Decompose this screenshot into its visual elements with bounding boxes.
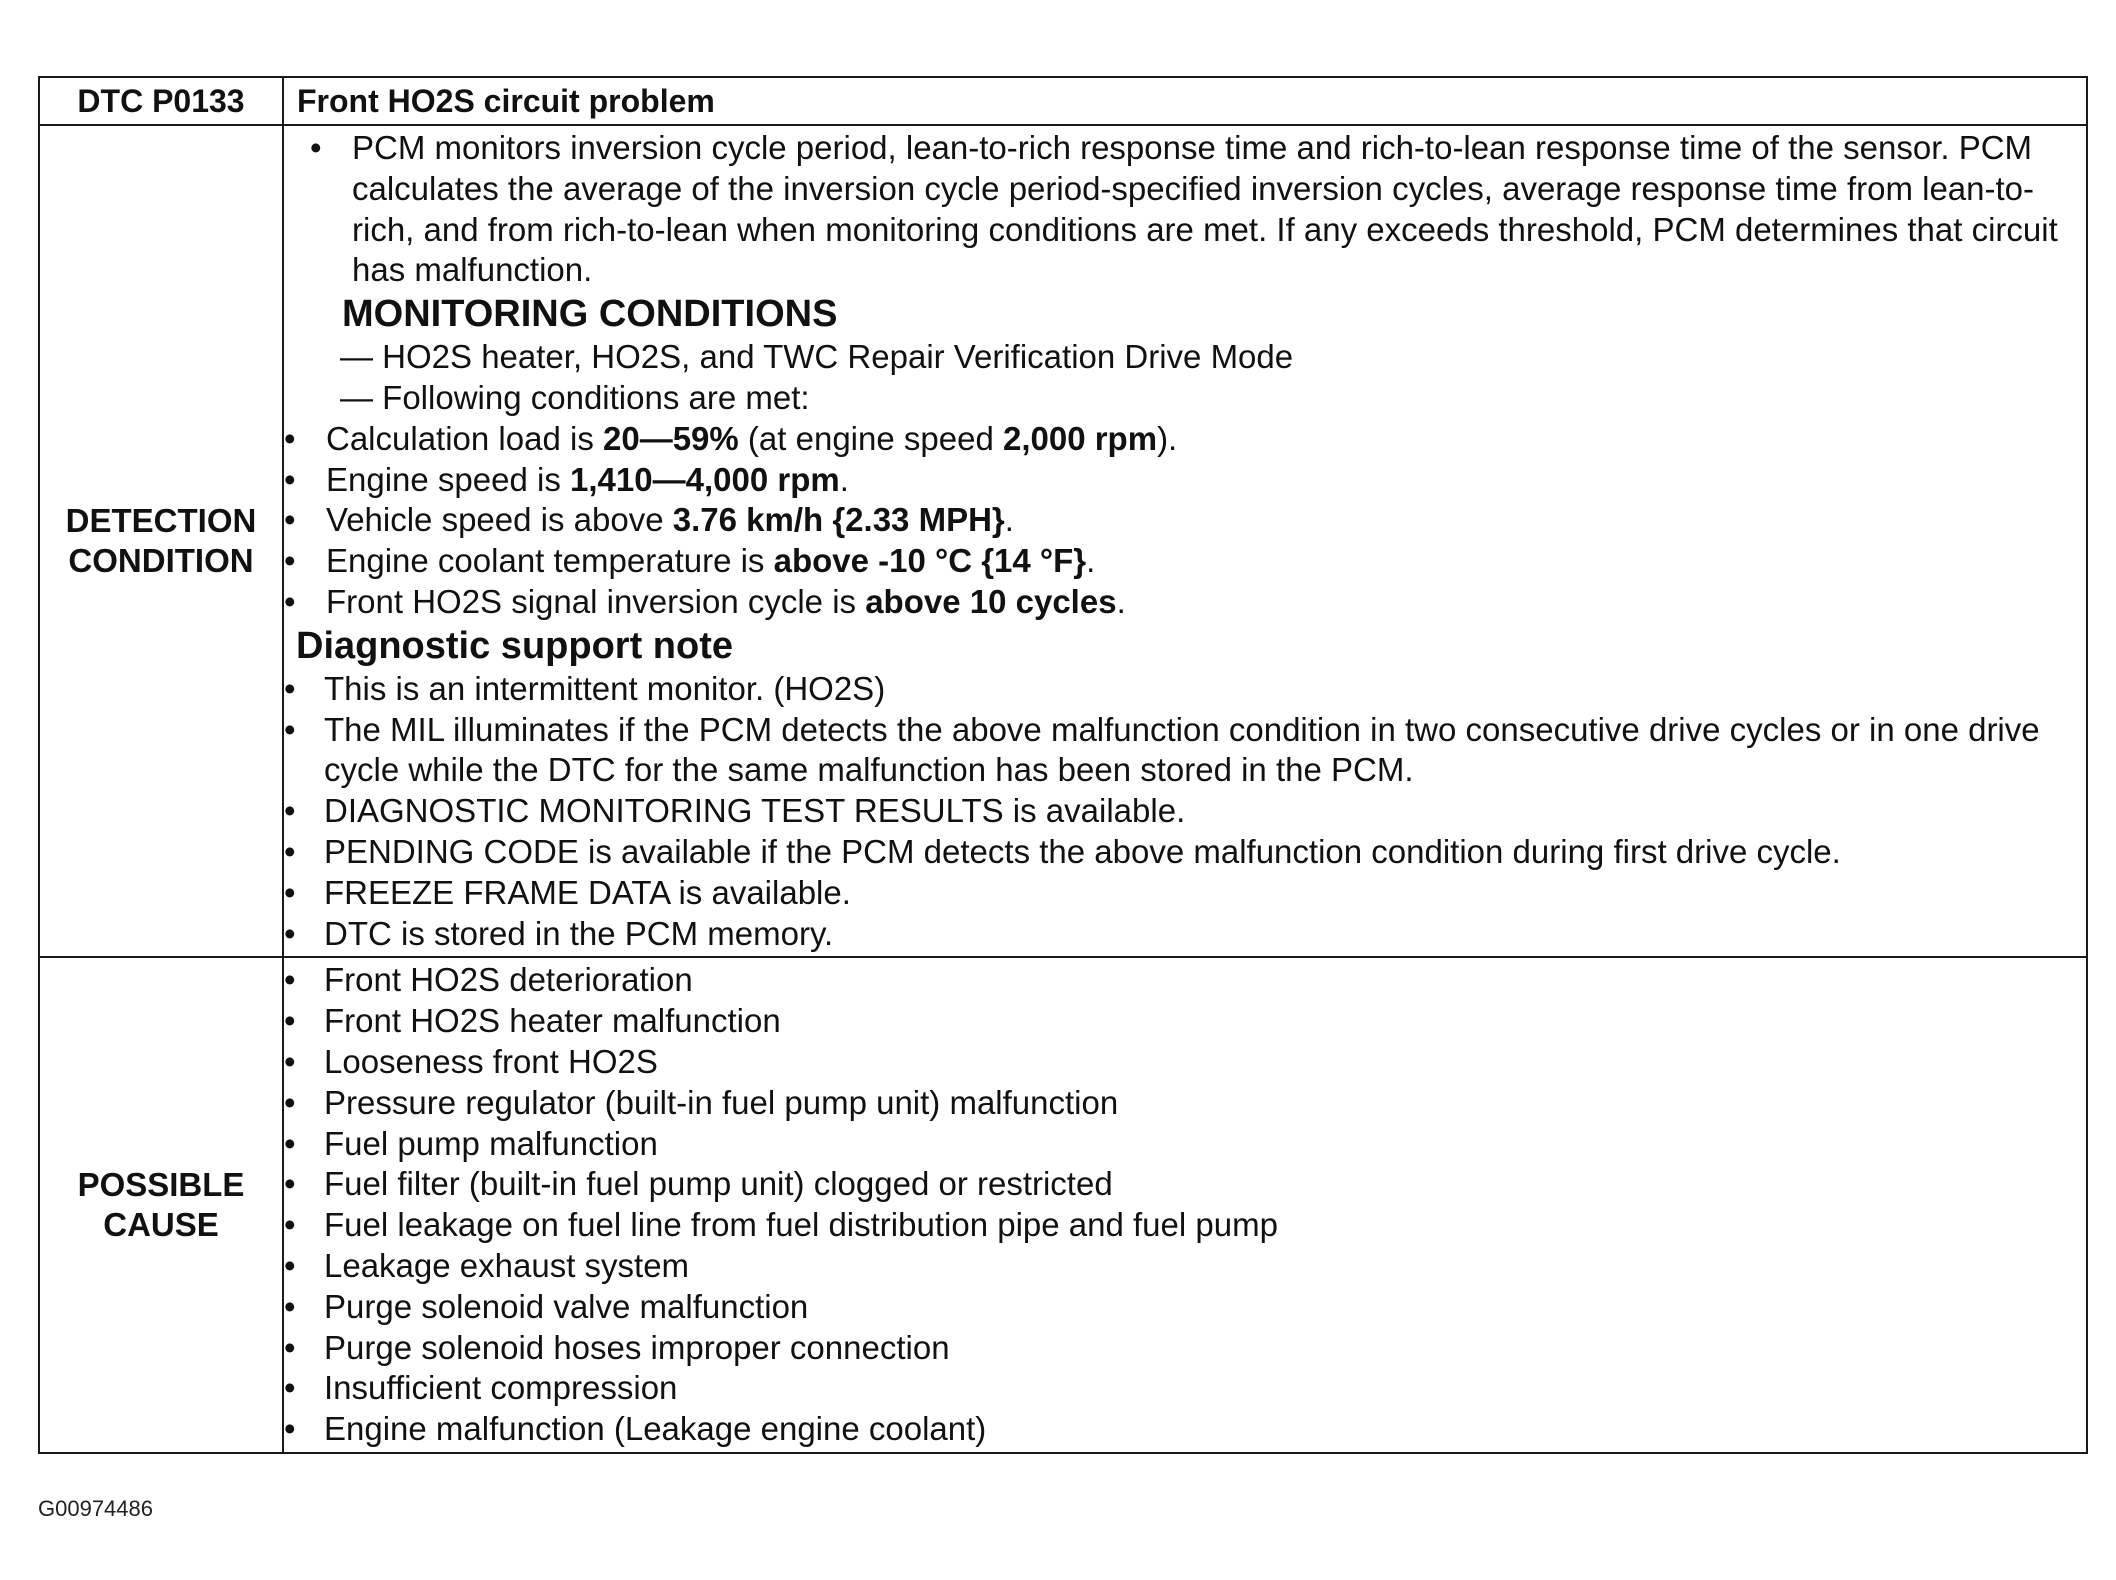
condition-item: • Calculation load is 20—59% (at engine speed 2,000 rpm). xyxy=(284,419,2074,460)
detection-intro-list xyxy=(284,128,2074,291)
condition-item: • Front HO2S signal inversion cycle is above 10 cycles. xyxy=(284,582,2074,623)
condition-item: • Vehicle speed is above 3.76 km/h {2.33 MPH}. xyxy=(284,500,2074,541)
cause-item: • Insufficient compression xyxy=(284,1368,2074,1409)
cause-item: • Leakage exhaust system xyxy=(284,1246,2074,1287)
monitoring-conditions-list xyxy=(284,419,2074,623)
cause-item: • Purge solenoid valve malfunction xyxy=(284,1287,2074,1328)
condition-item: • Engine coolant temperature is above -10 °C {14 °F}. xyxy=(284,541,2074,582)
cause-item: • Purge solenoid hoses improper connection xyxy=(284,1328,2074,1369)
diagnostic-notes-list xyxy=(284,669,2074,955)
cause-item: • Pressure regulator (built-in fuel pump unit) malfunction xyxy=(284,1083,2074,1124)
cause-item: • Front HO2S deterioration xyxy=(284,960,2074,1001)
cause-list xyxy=(284,960,2074,1450)
detection-intro: • PCM monitors inversion cycle period, lean-to-rich response time and rich-to-lean response time of the sensor. PCM calculates the average of the inversion cycle period-specified inversion cycles, average response time from lean-to-rich, and from rich-to-lean when monitoring conditions are met. If any exceeds threshold, PCM determines that circuit has malfunction. xyxy=(284,128,2074,291)
cause-content xyxy=(283,957,2087,1453)
dtc-title: Front HO2S circuit problem xyxy=(283,77,2087,125)
detection-label: DETECTION CONDITION xyxy=(39,125,283,957)
cause-item: • Fuel filter (built-in fuel pump unit) clogged or restricted xyxy=(284,1164,2074,1205)
cause-item: • Front HO2S heater malfunction xyxy=(284,1001,2074,1042)
note-item: • DTC is stored in the PCM memory. xyxy=(284,914,2074,955)
note-item: • DIAGNOSTIC MONITORING TEST RESULTS is available. xyxy=(284,791,2074,832)
note-item: • The MIL illuminates if the PCM detects the above malfunction condition in two consecutive drive cycles or in one drive cycle while the DTC for the same malfunction has been stored in the PCM. xyxy=(284,710,2074,792)
note-item: • This is an intermittent monitor. (HO2S) xyxy=(284,669,2074,710)
cause-row xyxy=(39,957,2087,1453)
cause-item: • Engine malfunction (Leakage engine coolant) xyxy=(284,1409,2074,1450)
figure-code: G00974486 xyxy=(38,1496,153,1521)
cause-item: • Fuel leakage on fuel line from fuel distribution pipe and fuel pump xyxy=(284,1205,2074,1246)
cause-label: POSSIBLE CAUSE xyxy=(39,957,283,1453)
dash-item: — Following conditions are met: xyxy=(340,378,810,416)
note-item: • PENDING CODE is available if the PCM detects the above malfunction condition during first drive cycle. xyxy=(284,832,2074,873)
cause-item: • Looseness front HO2S xyxy=(284,1042,2074,1083)
dash-item: — HO2S heater, HO2S, and TWC Repair Verification Drive Mode xyxy=(340,338,1294,376)
header-row xyxy=(39,77,2087,125)
dtc-code: DTC P0133 xyxy=(39,77,283,125)
condition-item: • Engine speed is 1,410—4,000 rpm. xyxy=(284,460,2074,501)
monitoring-heading: MONITORING CONDITIONS xyxy=(342,293,838,336)
cause-item: • Fuel pump malfunction xyxy=(284,1124,2074,1165)
dtc-info-table xyxy=(38,76,2088,1454)
detection-row xyxy=(39,125,2087,957)
note-item: • FREEZE FRAME DATA is available. xyxy=(284,873,2074,914)
detection-content xyxy=(283,125,2087,957)
diagnostic-note-heading: Diagnostic support note xyxy=(296,624,733,667)
